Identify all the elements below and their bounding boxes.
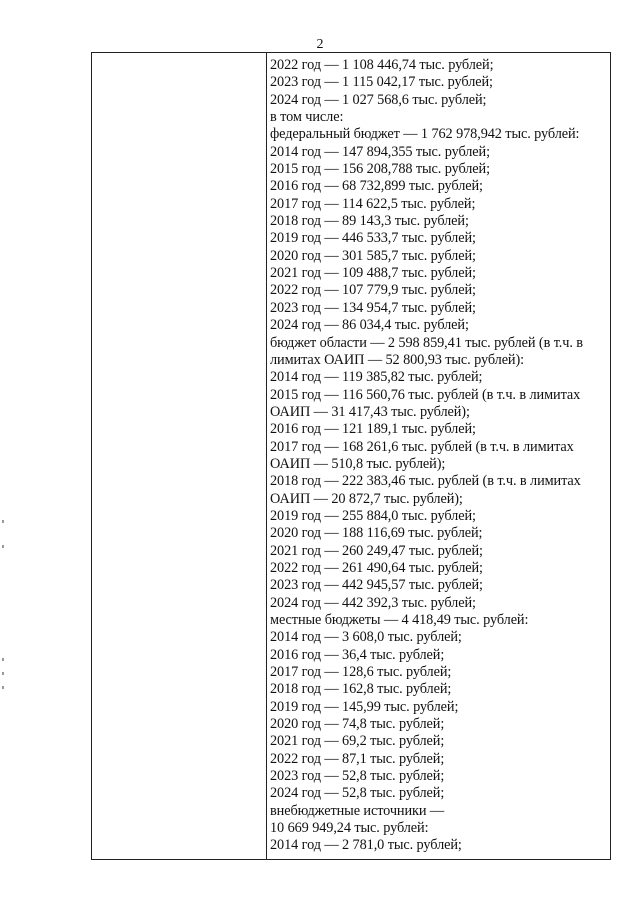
scan-mark <box>2 658 4 661</box>
funding-line: 2018 год — 222 383,46 тыс. рублей (в т.ч. в лимитах <box>270 473 581 490</box>
funding-line: 2014 год — 3 608,0 тыс. рублей; <box>270 629 462 646</box>
funding-line: внебюджетные источники — <box>270 802 445 819</box>
funding-line: ОАИП — 510,8 тыс. рублей); <box>270 455 446 472</box>
scan-mark <box>2 672 4 675</box>
funding-line: 2021 год — 260 249,47 тыс. рублей; <box>270 542 483 559</box>
funding-line: 2024 год — 1 027 568,6 тыс. рублей; <box>270 91 487 108</box>
funding-line: 2023 год — 52,8 тыс. рублей; <box>270 768 445 785</box>
funding-line: 2022 год — 1 108 446,74 тыс. рублей; <box>270 57 494 73</box>
funding-line: 2015 год — 116 560,76 тыс. рублей (в т.ч. в лимитах <box>270 386 581 403</box>
funding-line: ОАИП — 31 417,43 тыс. рублей); <box>270 403 470 420</box>
funding-line: в том числе: <box>270 109 344 126</box>
funding-line: 2024 год — 86 034,4 тыс. рублей; <box>270 317 469 334</box>
funding-line: 2021 год — 109 488,7 тыс. рублей; <box>270 265 476 282</box>
funding-line: 2014 год — 2 781,0 тыс. рублей; <box>270 837 462 854</box>
page-number: 2 <box>316 37 324 52</box>
funding-line: 2016 год — 36,4 тыс. рублей; <box>270 646 445 663</box>
funding-line: лимитах ОАИП — 52 800,93 тыс. рублей): <box>270 351 525 368</box>
funding-line: 2022 год — 261 490,64 тыс. рублей; <box>270 559 483 576</box>
funding-line: 2018 год — 162,8 тыс. рублей; <box>270 681 452 698</box>
funding-line: 2023 год — 1 115 042,17 тыс. рублей; <box>270 74 493 91</box>
funding-line: 2024 год — 52,8 тыс. рублей; <box>270 785 445 802</box>
funding-line: 2021 год — 69,2 тыс. рублей; <box>270 733 445 750</box>
funding-line: 2017 год — 168 261,6 тыс. рублей (в т.ч. в лимитах <box>270 438 574 455</box>
funding-line: 2018 год — 89 143,3 тыс. рублей; <box>270 213 469 230</box>
scan-mark <box>2 545 4 548</box>
funding-line: 2016 год — 68 732,899 тыс. рублей; <box>270 178 483 195</box>
funding-line: 2023 год — 134 954,7 тыс. рублей; <box>270 299 476 316</box>
scan-mark <box>2 686 4 689</box>
funding-line: 2017 год — 128,6 тыс. рублей; <box>270 664 452 681</box>
funding-line: 2016 год — 121 189,1 тыс. рублей; <box>270 421 476 438</box>
funding-line: 2024 год — 442 392,3 тыс. рублей; <box>270 594 476 611</box>
column-divider <box>266 53 267 859</box>
funding-line: 2014 год — 147 894,355 тыс. рублей; <box>270 143 490 160</box>
funding-line: бюджет области — 2 598 859,41 тыс. рублей (в т.ч. в <box>270 334 583 351</box>
funding-line: 2023 год — 442 945,57 тыс. рублей; <box>270 577 483 594</box>
funding-line: 2022 год — 87,1 тыс. рублей; <box>270 750 445 767</box>
funding-line: 2019 год — 255 884,0 тыс. рублей; <box>270 507 476 524</box>
funding-line: 2020 год — 188 116,69 тыс. рублей; <box>270 525 483 542</box>
funding-lines <box>270 57 615 855</box>
funding-line: 2019 год — 145,99 тыс. рублей; <box>270 698 459 715</box>
funding-line: 2022 год — 107 779,9 тыс. рублей; <box>270 282 476 299</box>
scan-mark <box>2 520 4 523</box>
funding-line: федеральный бюджет — 1 762 978,942 тыс. рублей: <box>270 126 580 143</box>
funding-line: 2020 год — 301 585,7 тыс. рублей; <box>270 247 476 264</box>
funding-line: ОАИП — 20 872,7 тыс. рублей); <box>270 490 463 507</box>
funding-line: 2017 год — 114 622,5 тыс. рублей; <box>270 195 476 212</box>
funding-line: 2014 год — 119 385,82 тыс. рублей; <box>270 369 483 386</box>
funding-line: 2020 год — 74,8 тыс. рублей; <box>270 716 445 733</box>
funding-line: 2019 год — 446 533,7 тыс. рублей; <box>270 230 476 247</box>
funding-line: 2015 год — 156 208,788 тыс. рублей; <box>270 161 490 178</box>
funding-line: 10 669 949,24 тыс. рублей: <box>270 820 429 837</box>
funding-line: местные бюджеты — 4 418,49 тыс. рублей: <box>270 612 529 628</box>
